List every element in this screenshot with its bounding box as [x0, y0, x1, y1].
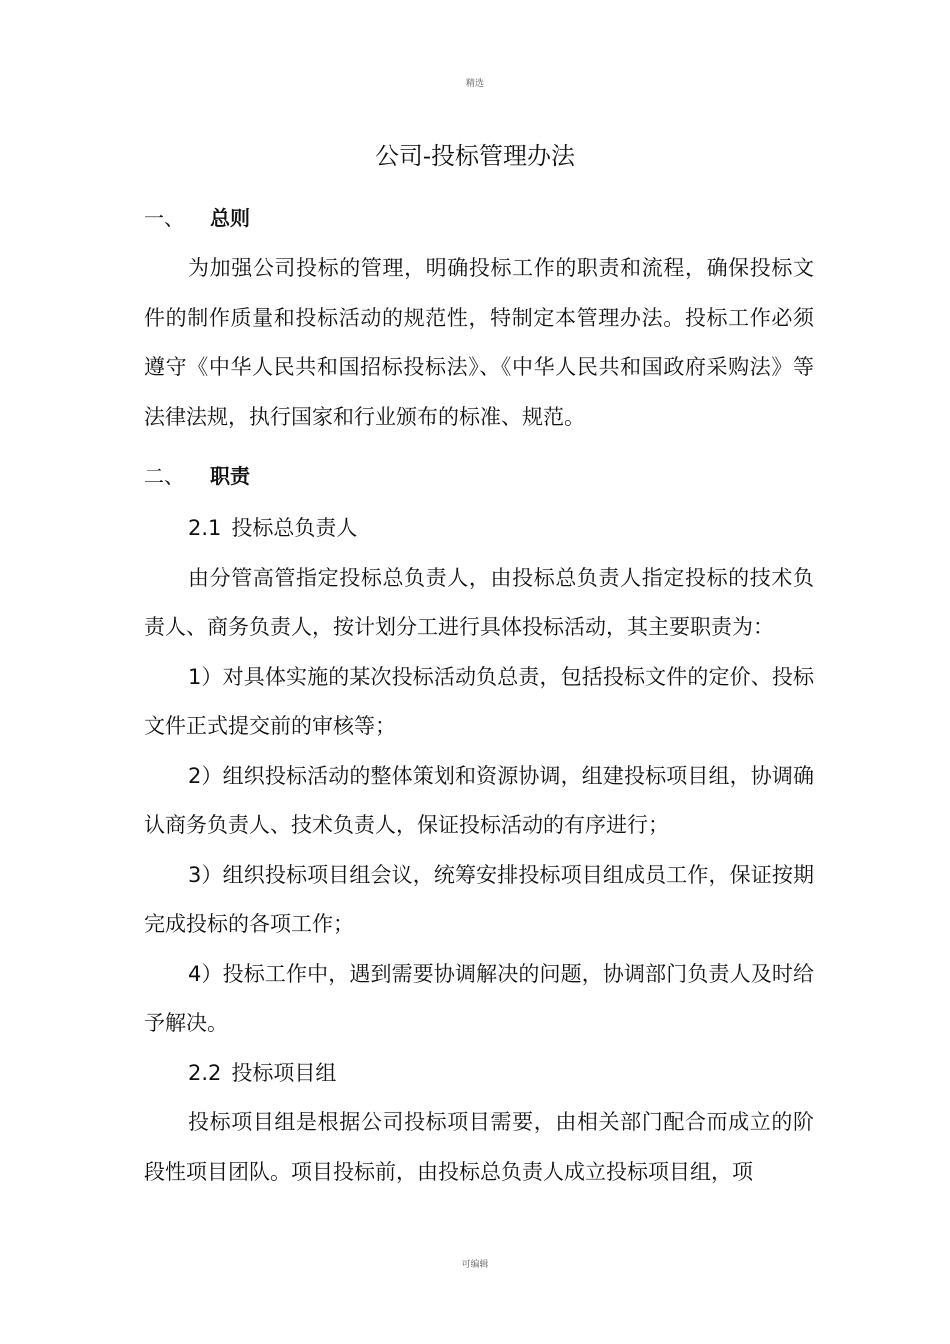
section-title: 总则 — [210, 205, 250, 230]
list-item: 1）对具体实施的某次投标活动负总责，包括投标文件的定价、投标文件正式提交前的审核等； — [144, 664, 814, 738]
list-item: 4）投标工作中，遇到需要协调解决的问题，协调部门负责人及时给予解决。 — [144, 961, 814, 1035]
page-footer-note: 可编辑 — [461, 1260, 489, 1270]
list-item: 3）组织投标项目组会议，统筹安排投标项目组成员工作，保证按期完成投标的各项工作； — [144, 862, 814, 936]
subsection-heading — [144, 504, 814, 554]
section-heading-general — [144, 200, 814, 232]
list-item: 2）组织投标活动的整体策划和资源协调，组建投标项目组，协调确认商务负责人、技术负责人，保证投标活动的有序进行； — [144, 763, 814, 837]
subsection-heading — [144, 1049, 814, 1099]
section-heading-duties — [144, 458, 814, 490]
paragraph: 为加强公司投标的管理，明确投标工作的职责和流程，确保投标文件的制作质量和投标活动的规范性，特制定本管理办法。投标工作必须遵守《中华人民共和国招标投标法》、《中华人民共和国政府采购法》等法律法规，执行国家和行业颁布的标准、规范。 — [144, 256, 814, 429]
section-title: 职责 — [210, 463, 250, 488]
subsection-number: 2.1 — [188, 516, 222, 540]
page-header-note: 精选 — [465, 79, 484, 89]
section-number: 二、 — [144, 463, 184, 488]
document-body — [144, 200, 814, 1197]
subsection-number: 2.2 — [188, 1060, 222, 1085]
document-title: 公司-投标管理办法 — [374, 142, 576, 170]
section-number: 一、 — [144, 205, 184, 230]
subsection-title: 投标总负责人 — [231, 516, 358, 540]
paragraph: 投标项目组是根据公司投标项目需要，由相关部门配合而成立的阶段性项目团队。项目投标前，由投标总负责人成立投标项目组，项 — [144, 1110, 814, 1184]
paragraph: 由分管高管指定投标总负责人，由投标总负责人指定投标的技术负责人、商务负责人，按计划分工进行具体投标活动，其主要职责为： — [144, 565, 814, 639]
subsection-title: 投标项目组 — [231, 1060, 337, 1085]
